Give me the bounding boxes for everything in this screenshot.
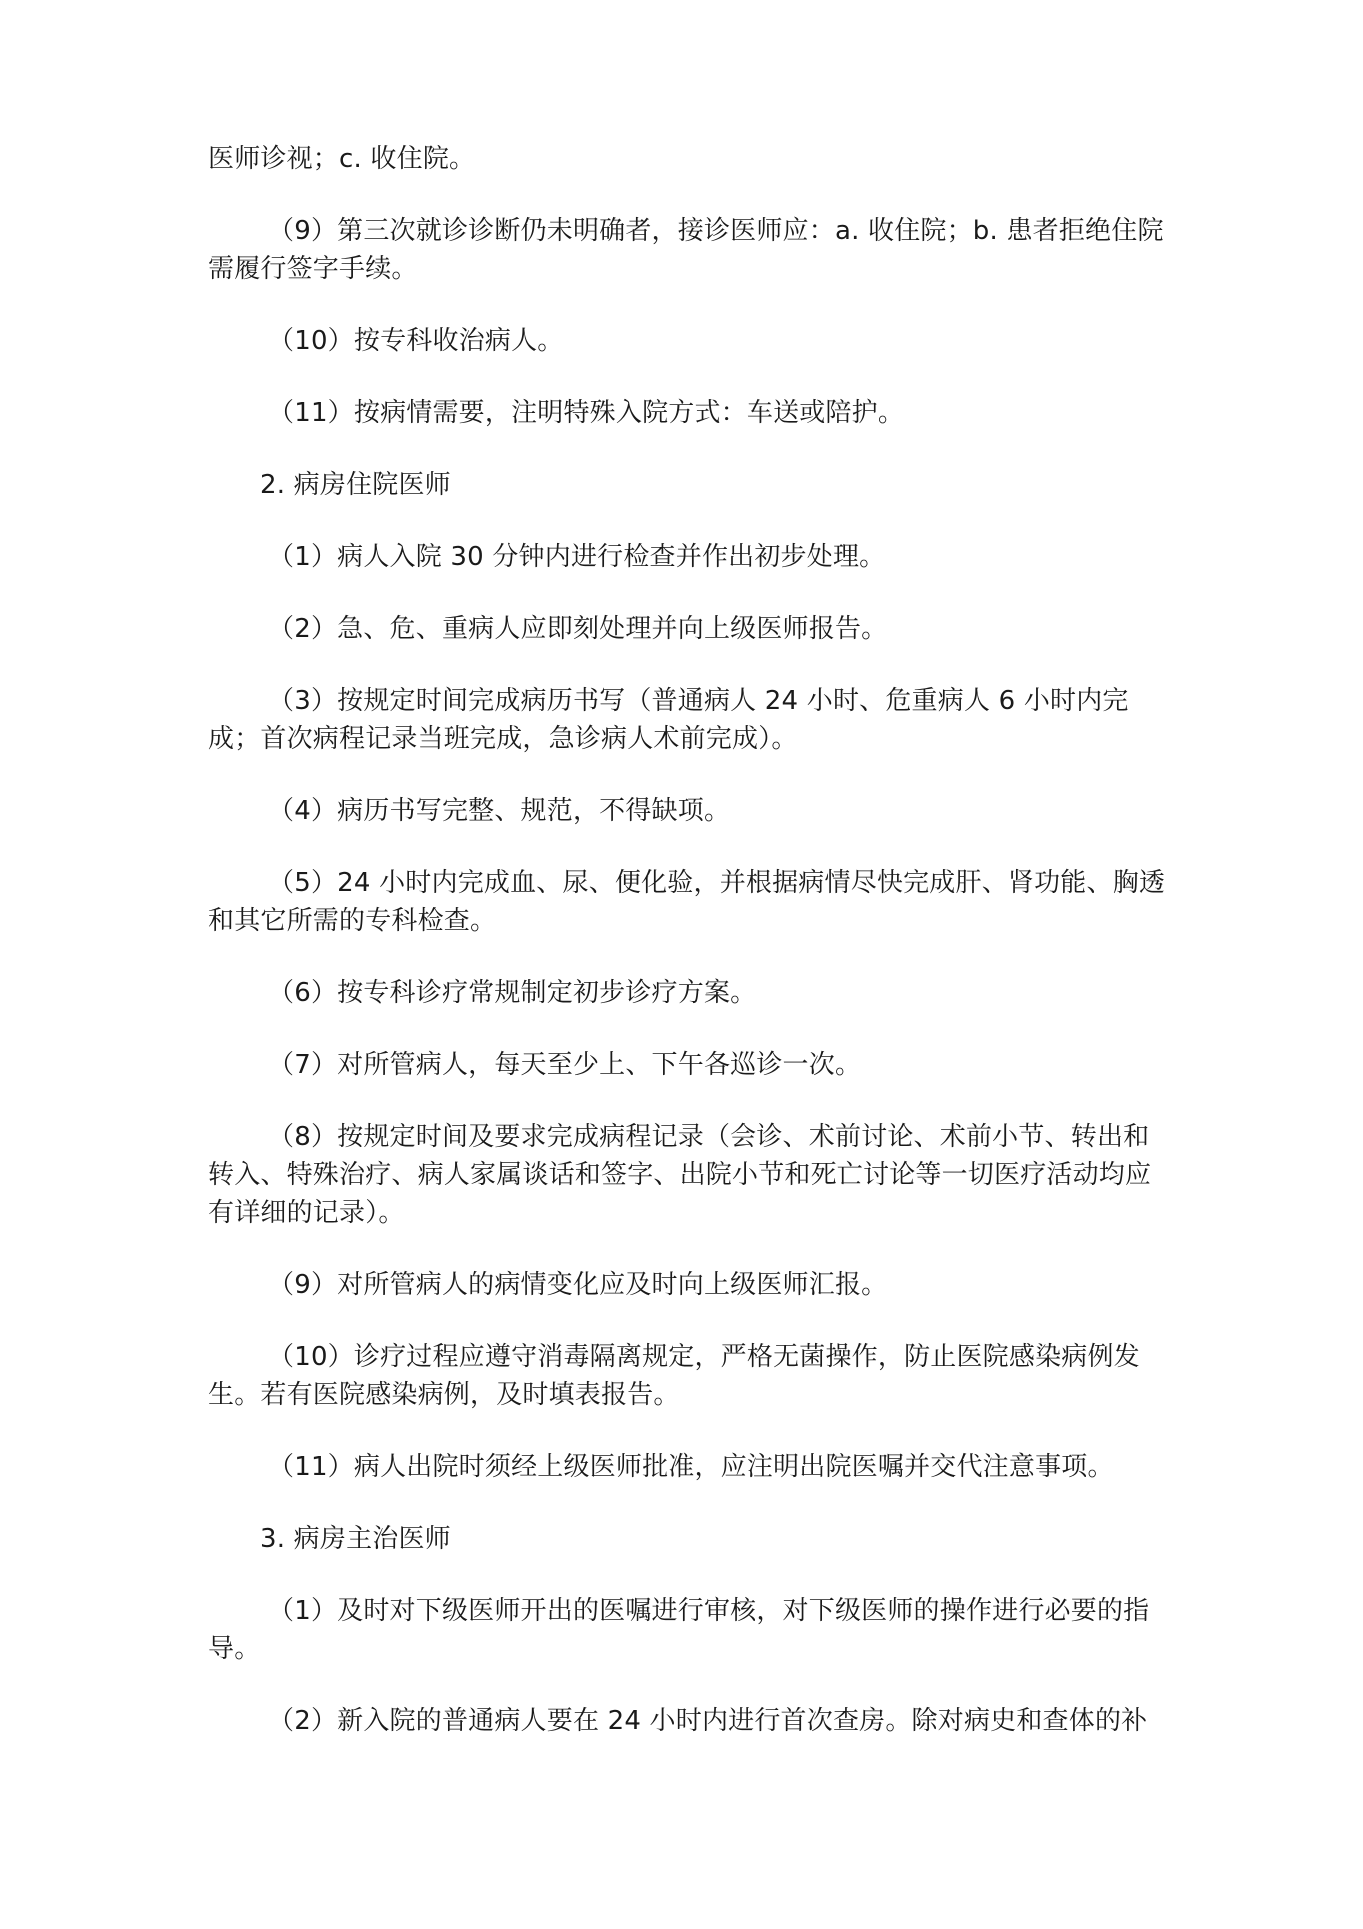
paragraph-item-9: （9）第三次就诊诊断仍未明确者，接诊医师应：a. 收住院；b. 患者拒绝住院需履行签字手续。: [208, 216, 1164, 284]
paragraph-continuation: 医师诊视；c. 收住院。: [208, 144, 476, 174]
paragraph-resident-11: （11）病人出院时须经上级医师批准，应注明出院医嘱并交代注意事项。: [268, 1452, 1114, 1482]
document-body: [208, 140, 1168, 1774]
paragraph-resident-7: （7）对所管病人，每天至少上、下午各巡诊一次。: [268, 1050, 862, 1080]
paragraph-attending-2: （2）新入院的普通病人要在 24 小时内进行首次查房。除对病史和查体的补: [268, 1706, 1148, 1736]
paragraph-resident-10: （10）诊疗过程应遵守消毒隔离规定，严格无菌操作，防止医院感染病例发生。若有医院感染病例，及时填表报告。: [208, 1342, 1140, 1410]
paragraph-resident-6: （6）按专科诊疗常规制定初步诊疗方案。: [268, 978, 757, 1008]
paragraph-resident-1: （1）病人入院 30 分钟内进行检查并作出初步处理。: [268, 542, 886, 572]
paragraph-attending-1: （1）及时对下级医师开出的医嘱进行审核，对下级医师的操作进行必要的指导。: [208, 1596, 1150, 1664]
section-heading-attending: 3. 病房主治医师: [260, 1524, 451, 1554]
section-heading-resident: 2. 病房住院医师: [260, 470, 451, 500]
paragraph-resident-5: （5）24 小时内完成血、尿、便化验，并根据病情尽快完成肝、肾功能、胸透和其它所需的专科检查。: [208, 868, 1166, 936]
paragraph-resident-4: （4）病历书写完整、规范，不得缺项。: [268, 796, 731, 826]
paragraph-resident-8: （8）按规定时间及要求完成病程记录（会诊、术前讨论、术前小节、转出和转入、特殊治疗、病人家属谈话和签字、出院小节和死亡讨论等一切医疗活动均应有详细的记录）。: [208, 1122, 1152, 1228]
paragraph-resident-9: （9）对所管病人的病情变化应及时向上级医师汇报。: [268, 1270, 888, 1300]
paragraph-resident-3: （3）按规定时间完成病历书写（普通病人 24 小时、危重病人 6 小时内完成；首次病程记录当班完成，急诊病人术前完成）。: [208, 686, 1129, 754]
paragraph-resident-2: （2）急、危、重病人应即刻处理并向上级医师报告。: [268, 614, 888, 644]
paragraph-item-10: （10）按专科收治病人。: [268, 326, 564, 356]
paragraph-item-11: （11）按病情需要，注明特殊入院方式：车送或陪护。: [268, 398, 905, 428]
